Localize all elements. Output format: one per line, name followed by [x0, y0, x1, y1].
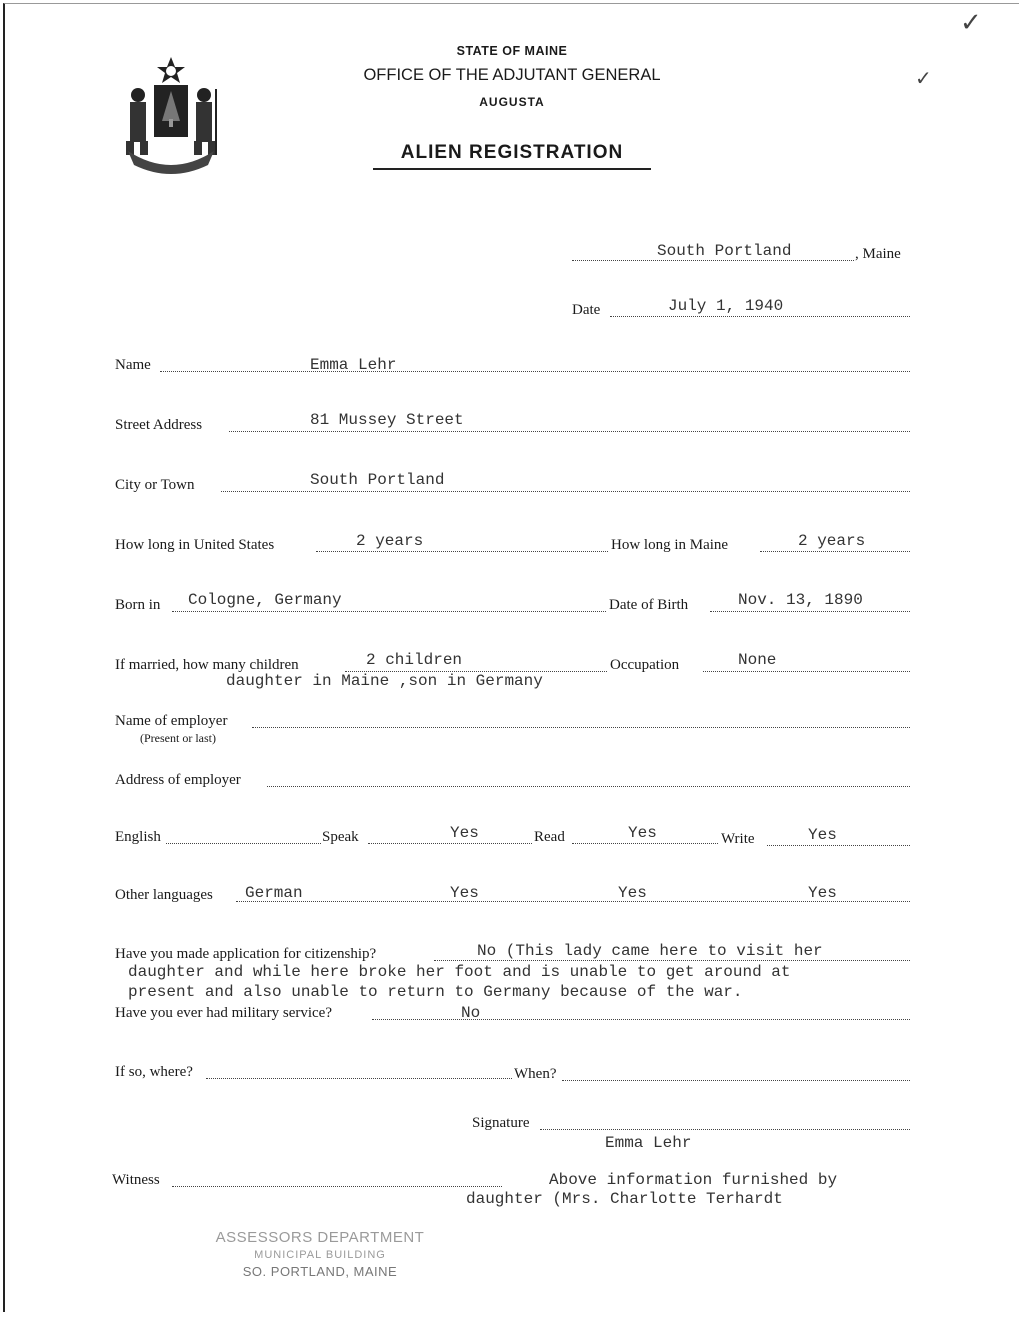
street-value: 81 Mussey Street: [310, 411, 464, 429]
children-label: If married, how many children: [115, 657, 299, 673]
header-office: OFFICE OF THE ADJUTANT GENERAL: [363, 66, 661, 84]
citizenship-note-line-2: daughter and while here broke her foot and is unable to get around at: [128, 963, 791, 981]
place-line: [572, 260, 854, 261]
date-line: [610, 316, 910, 317]
read-label: Read: [534, 829, 565, 845]
signature-label: Signature: [472, 1115, 530, 1131]
us-duration-label: How long in United States: [115, 537, 275, 553]
citizenship-value: No (This lady came here to visit her: [477, 942, 823, 960]
maine-duration-line: [760, 551, 910, 552]
check-mark-icon: ✓: [960, 8, 982, 38]
citizenship-label: Have you made application for citizenship?: [115, 946, 377, 962]
signature-value: Emma Lehr: [605, 1134, 692, 1152]
name-line: [160, 371, 910, 372]
witness-label: Witness: [112, 1172, 160, 1188]
other-languages-label: Other languages: [115, 887, 213, 903]
stamp-line-3: SO. PORTLAND, MAINE: [242, 1264, 398, 1279]
english-line: [166, 843, 321, 844]
speak-label: Speak: [322, 829, 359, 845]
city-line: [221, 491, 910, 492]
employer-line: [252, 727, 910, 728]
other-read-value: Yes: [618, 884, 647, 902]
born-label: Born in: [115, 597, 161, 613]
place-value: South Portland: [657, 242, 792, 260]
witness-note-line-1: Above information furnished by: [549, 1171, 838, 1189]
other-languages-value: German: [245, 884, 303, 902]
when-label: When?: [514, 1066, 557, 1082]
seal-text: MAINE: [158, 156, 184, 165]
occupation-label: Occupation: [610, 657, 680, 673]
employer-sublabel: (Present or last): [140, 731, 216, 745]
header-city: AUGUSTA: [479, 95, 545, 109]
title-underline: [373, 168, 651, 170]
where-line: [206, 1078, 512, 1079]
signature-line: [540, 1129, 910, 1130]
write-line: [767, 845, 910, 846]
employer-label: Name of employer: [115, 713, 228, 729]
us-duration-line: [316, 551, 608, 552]
occupation-line: [703, 671, 910, 672]
dob-line: [710, 611, 910, 612]
military-value: No: [461, 1004, 481, 1022]
speak-line: [368, 843, 532, 844]
other-speak-value: Yes: [450, 884, 479, 902]
employer-address-label: Address of employer: [115, 772, 241, 788]
english-read-value: Yes: [628, 824, 657, 842]
check-mark-icon: ✓: [915, 66, 932, 90]
occupation-value: None: [738, 651, 777, 669]
name-value: Emma Lehr: [310, 356, 397, 374]
street-line: [229, 431, 910, 432]
place-suffix: , Maine: [855, 246, 901, 262]
military-line: [372, 1019, 910, 1020]
when-line: [562, 1080, 910, 1081]
header-state: STATE OF MAINE: [456, 44, 568, 58]
other-write-value: Yes: [808, 884, 837, 902]
witness-note-line-2: daughter (Mrs. Charlotte Terhardt: [466, 1190, 783, 1208]
military-label: Have you ever had military service?: [115, 1005, 332, 1021]
us-duration-value: 2 years: [356, 532, 424, 550]
city-label: City or Town: [115, 477, 195, 493]
witness-line: [172, 1186, 502, 1187]
dob-label: Date of Birth: [609, 597, 689, 613]
name-label: Name: [115, 357, 151, 373]
children-value: 2 children: [366, 651, 463, 669]
citizenship-note-line-3: present and also unable to return to Germany because of the war.: [128, 983, 743, 1001]
stamp-line-2: MUNICIPAL BUILDING: [254, 1249, 386, 1261]
english-label: English: [115, 829, 161, 845]
children-note: daughter in Maine ,son in Germany: [226, 672, 543, 690]
employer-address-line: [267, 786, 910, 787]
dob-value: Nov. 13, 1890: [738, 591, 863, 609]
maine-duration-label: How long in Maine: [611, 537, 729, 553]
born-line: [172, 611, 606, 612]
read-line: [572, 843, 718, 844]
stamp-line-1: ASSESSORS DEPARTMENT: [215, 1229, 425, 1246]
date-value: July 1, 1940: [668, 297, 784, 315]
write-label: Write: [721, 831, 755, 847]
maine-duration-value: 2 years: [798, 532, 866, 550]
city-value: South Portland: [310, 471, 445, 489]
where-label: If so, where?: [115, 1064, 193, 1080]
english-speak-value: Yes: [450, 824, 479, 842]
born-value: Cologne, Germany: [188, 591, 342, 609]
date-label: Date: [572, 302, 601, 318]
citizenship-line: [434, 960, 910, 961]
page-title: ALIEN REGISTRATION: [400, 142, 624, 163]
english-write-value: Yes: [808, 826, 837, 844]
street-label: Street Address: [115, 417, 203, 433]
